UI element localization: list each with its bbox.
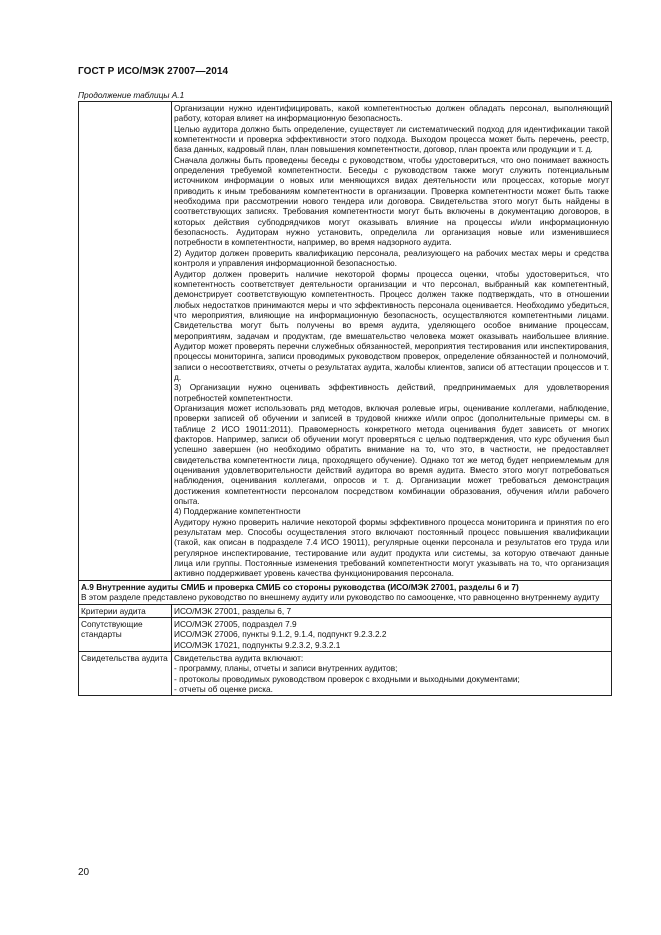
paragraph: Аудитору нужно проверить наличие некоторой формы эффективного процесса мониторинга и принятия по его результатам мер. Способы осуществления этого включают постоянный процесс повышения квалификации (такой, как описан в подразделе 7.4 ИСО 19011), регулярные оценки персонала и результатов его труда или регулярное инспектирование, тестирование или аудит продукта или системы, за которую отвечают данные лица или группы. Постоянные изменения требований компетентности могут указывать на то, что организация активно поддерживает уровень качества функционирования персонала. xyxy=(174,516,609,579)
row-line: - программу, планы, отчеты и записи внутренних аудитов; xyxy=(174,663,398,674)
table-continuation-label: Продолжение таблицы А.1 xyxy=(78,90,185,100)
row-line: ИСО/МЭК 17021, подпункты 9.2.3.2, 9.3.2.1 xyxy=(174,639,341,650)
section-description: В этом разделе представлено руководство по внешнему аудиту или руководство по самооценке, что равноценно внутреннему аудиту xyxy=(81,592,600,603)
row-line: Свидетельства аудита включают: xyxy=(174,652,304,663)
paragraph: Целью аудитора должно быть определение, существует ли систематический подход для идентификации такой компетентности и проверка эффективности этого подхода. Выходом процесса может быть перечень, реестр, база данных, кадровый план, план повышения компетентности, договор, план проекта или продукции и т. д. xyxy=(174,123,609,155)
table-row xyxy=(79,580,612,604)
paragraph: Организации нужно идентифицировать, какой компетентностью должен обладать персонал, выполняющий работу, которая влияет на информационную безопасность. xyxy=(174,103,609,124)
paragraph: 2) Аудитор должен проверить квалификацию персонала, реализующего на рабочих местах меры и средства контроля и управления информационной безопасностью. xyxy=(174,247,609,269)
section-a9-cell xyxy=(79,580,612,604)
row-line: ИСО/МЭК 27006, пункты 9.1.2, 9.1.4, подпункт 9.2.3.2.2 xyxy=(174,629,387,640)
requirements-table xyxy=(78,101,612,696)
paragraph: Организация может использовать ряд методов, включая ролевые игры, оценивание коллегами, наблюдение, проверки записей об обучении и записей в трудовой книжке и/или опрос (дополнительные примеры см. в таблице 2 ИСО 19011:2011). Правомерность конкретного метода оценивания будет зависеть от многих факторов. Например, записи об обучении могут проверяться с целью подтверждения, что курс обучения был успешно завершен (но необходимо обратить внимание на то, что это, в частности, не предоставляет свидетельства компетентности лица, проходящего обучение). Однако тот же метод будет неприемлемым для оценивания удовлетворительности действий аудитора во время аудита. Вместо этого могут потребоваться наблюдения, оценивания коллегами, опросов и т. д. Организации может требоваться демонстрация достижения компетентности персоналом посредством комбинации образования, обучения и/или рабочего опыта. xyxy=(174,402,609,507)
row-content xyxy=(172,651,612,695)
paragraph: 4) Поддержание компетентности xyxy=(174,506,301,517)
row-label: Критерии аудита xyxy=(79,604,172,617)
paragraph: Аудитор должен проверить наличие некоторой формы процесса оценки, чтобы удостовериться, что компетентность соответствует деятельности организации и что персонал, выбранный как компетентный, демонстрирует соответствующую компетентность. Процесс должен также подтверждать, что в отношении любых недостатков принимаются меры и что эффективность персонала оценивается. Необходимо убедиться, что мероприятия, влияющие на информационную безопасность, осуществляются компетентными лицами. Свидетельства могут быть получены во время аудита, уделяющего особое внимание процессам, мероприятиям, задачам и продуктам, где вмешательство человека может оказывать наибольшее влияние. Аудитор может проверять перечни служебных обязанностей, мероприятия тестирования или инспектирования, процессы мониторинга, записи проводимых руководством проверок, определение обязанностей и полномочий, записи о несоответствиях, отчеты о результатах аудита, жалобы клиентов, записи об аттестации процессов и т. д. xyxy=(174,268,609,382)
table-row xyxy=(79,604,612,617)
section-title: А.9 Внутренние аудиты СМИБ и проверка СМИБ со стороны руководства (ИСО/МЭК 27001, разделы 6 и 7) xyxy=(81,581,519,592)
table-row xyxy=(79,102,612,581)
paragraph: 3) Организации нужно оценивать эффективность действий, предпринимаемых для удовлетворения потребностей компетентности. xyxy=(174,382,609,403)
row-content xyxy=(172,617,612,651)
table-cell-guidance xyxy=(172,102,612,581)
document-header: ГОСТ Р ИСО/МЭК 27007—2014 xyxy=(78,66,229,77)
row-label: Свидетельства аудита xyxy=(79,651,172,695)
row-content xyxy=(172,604,612,617)
row-label: Сопутствующие стандарты xyxy=(79,617,172,651)
row-line: - протоколы проводимых руководством проверок с входными и выходными документами; xyxy=(174,673,520,684)
row-line: ИСО/МЭК 27005, подраздел 7.9 xyxy=(174,618,297,629)
row-line: ИСО/МЭК 27001, разделы 6, 7 xyxy=(174,605,292,616)
row-line: - отчеты об оценке риска. xyxy=(174,683,273,694)
table-row xyxy=(79,651,612,695)
table-cell-empty xyxy=(79,102,172,581)
paragraph: Сначала должны быть проведены беседы с руководством, чтобы удостовериться, что оно понимает важность определения требуемой компетентности. Беседы с руководством также могут служить потенциальным источником информации о новых или меняющихся видах деятельности или процессах, которые могут приводить к иным требованиям компетентности в организации. Проверка компетентности может быть также необходима при рассмотрении нового тендера или договора. Свидетельства этого могут быть найдены в соответствующих записях. Требования компетентности могут быть включены в документацию договоров, в которых действия субподрядчиков могут оказывать влияние на процессы и/или информационную безопасность. Аудиторам нужно установить, определила ли организация новые или изменившиеся потребности в компетентности, например, во время надзорного аудита. xyxy=(174,154,609,248)
page-number: 20 xyxy=(78,867,90,878)
table-row xyxy=(79,617,612,651)
